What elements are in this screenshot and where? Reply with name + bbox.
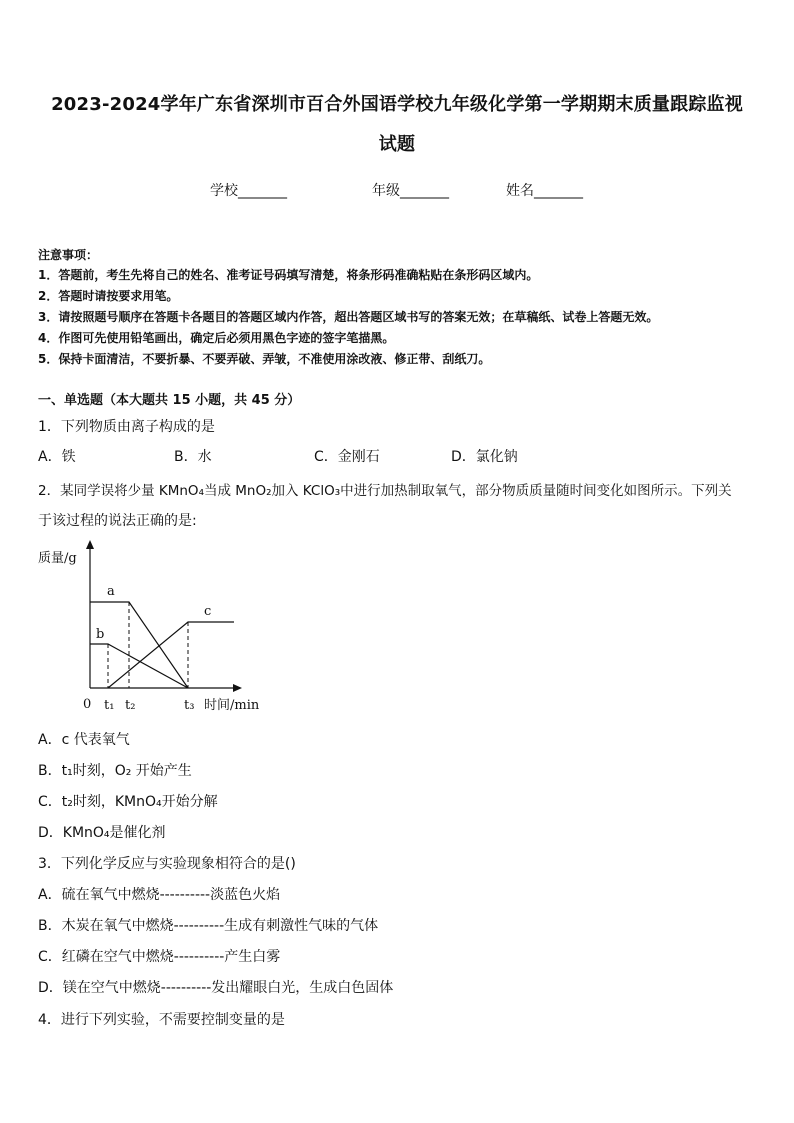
name-field: 姓名_______ [506,183,583,199]
q3-option-a: A．硫在氧气中燃烧----------淡蓝色火焰 [38,887,281,903]
question-2-stem: 2．某同学误将少量 KMnO₄当成 MnO₂加入 KClO₃中进行加热制取氧气，部分物质质量随时间变化如图所示。下列关 [38,483,732,499]
y-axis-arrow [86,540,94,549]
page-title-continued: 试题 [378,134,416,155]
page-title: 2023-2024学年广东省深圳市百合外国语学校九年级化学第一学期期末质量跟踪监视 [51,94,743,115]
question-4-stem: 4．进行下列实验，不需要控制变量的是 [38,1012,285,1028]
series-a-line [90,602,188,688]
x-tick-t1: t₁ [104,698,115,713]
x-tick-t2: t₂ [125,698,136,713]
school-field: 学校_______ [210,183,287,199]
question-1-stem: 1．下列物质由离子构成的是 [38,419,215,435]
question-3-stem: 3．下列化学反应与实验现象相符合的是() [38,856,296,872]
note-item: 4．作图可先使用铅笔画出，确定后必须用黑色字迹的签字笔描黑。 [38,331,395,345]
x-tick-0: 0 [83,697,92,712]
notes-heading: 注意事项： [38,248,99,262]
option-d: D．氯化钠 [451,449,518,465]
section-heading: 一、单选题（本大题共 15 小题，共 45 分） [38,393,301,408]
question-2-stem-continued: 于该过程的说法正确的是: [38,513,197,529]
y-axis-label: 质量/g [38,551,77,566]
option-a: A．铁 [38,449,76,465]
series-c-label: c [204,604,212,619]
note-item: 2．答题时请按要求用笔。 [38,289,179,303]
q2-option-a: A．c 代表氧气 [38,732,130,748]
series-b-label: b [96,627,105,642]
note-item: 5．保持卡面清洁，不要折暴、不要弄破、弄皱，不准使用涂改液、修正带、刮纸刀。 [38,352,491,366]
grade-field: 年级_______ [372,183,449,199]
series-a-label: a [107,584,115,599]
q3-option-b: B．木炭在氧气中燃烧----------生成有刺激性气味的气体 [38,918,379,934]
x-axis-label: 时间/min [204,698,260,713]
x-axis-arrow [233,684,242,692]
option-c: C．金刚石 [314,449,380,465]
mass-time-chart [36,538,266,718]
q2-option-c: C．t₂时刻，KMnO₄开始分解 [38,794,218,810]
q2-option-d: D．KMnO₄是催化剂 [38,825,166,841]
q2-option-b: B．t₁时刻，O₂ 开始产生 [38,763,192,779]
q3-option-c: C．红磷在空气中燃烧----------产生白雾 [38,949,281,965]
q3-option-d: D．镁在空气中燃烧----------发出耀眼白光，生成白色固体 [38,980,394,996]
option-b: B．水 [174,449,212,465]
note-item: 1．答题前，考生先将自己的姓名、准考证号码填写清楚，将条形码准确粘贴在条形码区域内。 [38,268,539,282]
note-item: 3．请按照题号顺序在答题卡各题目的答题区域内作答，超出答题区域书写的答案无效；在草稿纸、试卷上答题无效。 [38,310,659,324]
x-tick-t3: t₃ [184,698,195,713]
